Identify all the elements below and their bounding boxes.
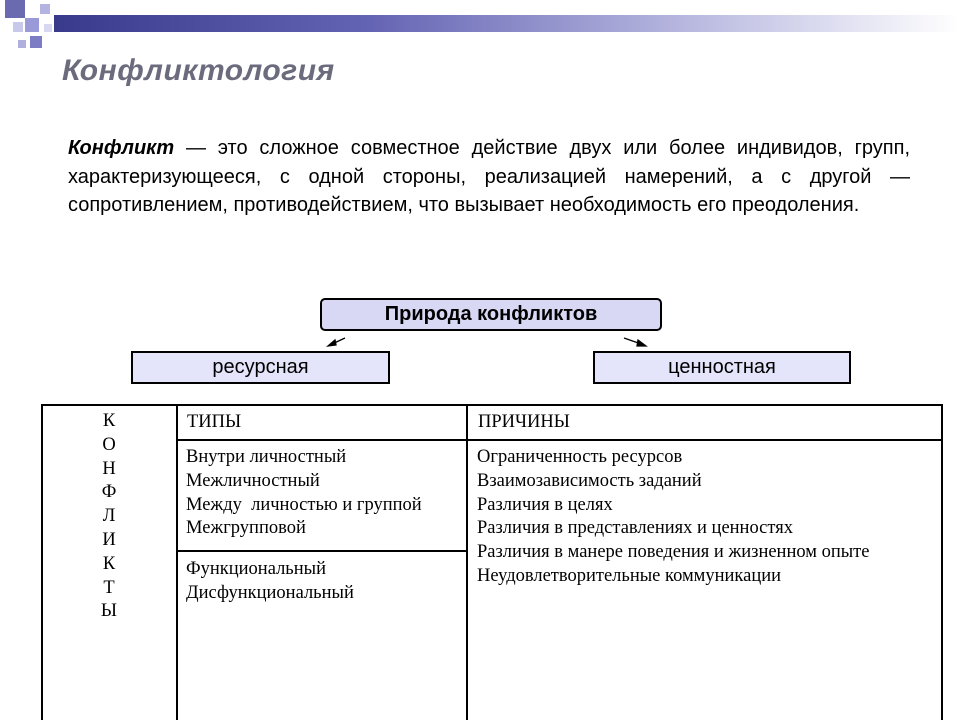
arrow-left-head: [328, 340, 336, 346]
arrow-left-line: [330, 338, 345, 345]
decor-square: [40, 4, 50, 14]
decor-square: [13, 22, 23, 32]
arrow-right-line: [624, 338, 644, 345]
letter: Ы: [100, 601, 118, 622]
table-border-right: [941, 404, 943, 720]
letter: Н: [102, 458, 116, 479]
letter: Т: [103, 577, 115, 598]
letter: О: [102, 434, 116, 455]
letter: К: [102, 411, 116, 431]
letter: К: [102, 553, 116, 574]
type-item: Внутри личностный: [186, 447, 347, 467]
cause-item: Ограниченность ресурсов: [477, 447, 683, 467]
cause-item: Взаимозависимость заданий: [477, 470, 702, 491]
nature-box: Природа конфликтов: [320, 298, 662, 331]
table-types-split: [176, 550, 468, 552]
cause-item: Различия в манере поведения и жизненном опыте: [477, 542, 870, 563]
definition-paragraph: [68, 134, 910, 220]
types-list-1: [186, 446, 422, 541]
branch-resource-box: ресурсная: [131, 351, 390, 384]
table-divider-col2: [466, 404, 468, 720]
letter: И: [102, 529, 116, 550]
slide-title: Конфликтология: [62, 54, 335, 87]
table-divider-col1: [176, 404, 178, 720]
definition-text: — это сложное совместное действие двух или более индивидов, групп, характеризующееся, с одной стороны, реализацией намерений, а с другой — сопротивлением, противодействием, что вызывает необходимость его преодоления.: [68, 137, 910, 216]
decor-square: [18, 40, 26, 48]
type-item: Межличностный: [186, 470, 320, 491]
conflicts-vertical-label: [42, 410, 176, 624]
types-list-2: [186, 558, 354, 606]
cause-item: Различия в представлениях и ценностях: [477, 518, 793, 539]
column-header-causes: ПРИЧИНЫ: [478, 412, 570, 432]
column-header-types: ТИПЫ: [187, 412, 242, 432]
decor-square: [5, 0, 25, 18]
decor-square: [30, 36, 42, 48]
header-gradient-bar: [54, 15, 960, 32]
causes-list: [477, 446, 869, 589]
letter: Л: [102, 506, 116, 527]
branch-value-box: ценностная: [593, 351, 851, 384]
type-item: Между личностью и группой: [186, 494, 422, 515]
type-item: Дисфункциональный: [186, 582, 354, 603]
cause-item: Неудовлетворительные коммуникации: [477, 565, 782, 586]
decor-square: [44, 24, 52, 32]
type-item: Межгрупповой: [186, 518, 306, 539]
letter: Ф: [101, 482, 117, 503]
table-header-underline: [176, 439, 943, 441]
type-item: Функциональный: [186, 559, 326, 579]
decor-square: [25, 18, 39, 32]
cause-item: Различия в целях: [477, 494, 613, 515]
arrow-right-head: [637, 340, 646, 346]
definition-term: Конфликт: [68, 137, 175, 159]
